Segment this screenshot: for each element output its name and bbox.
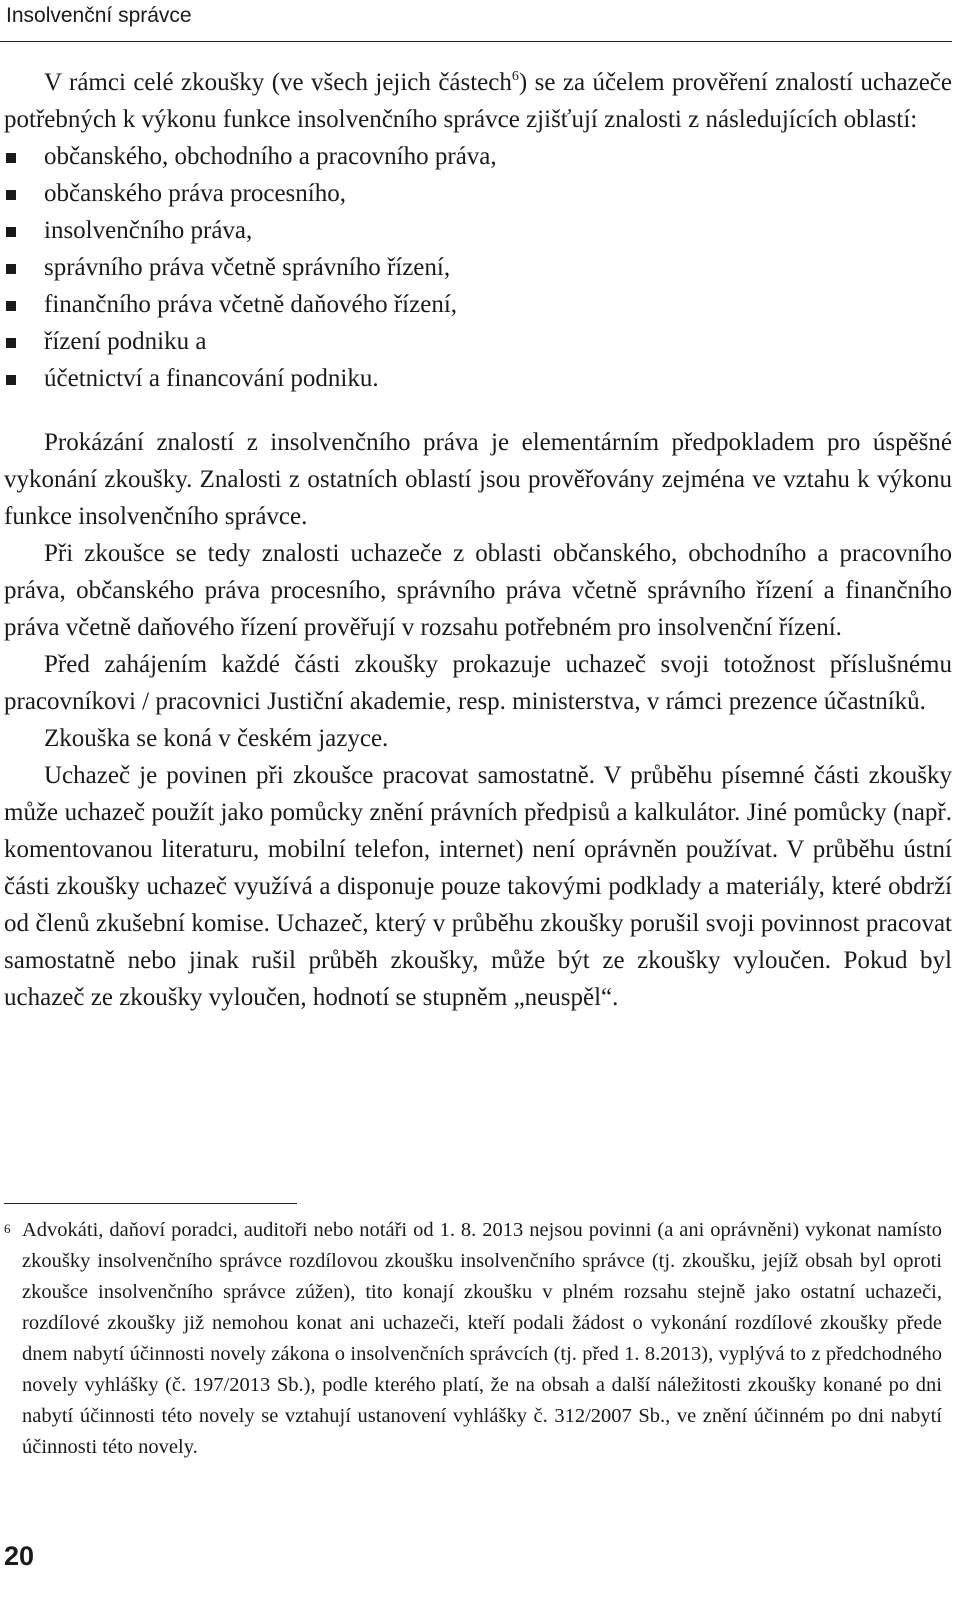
body-paragraph: Zkouška se koná v českém jazyce. [44, 725, 389, 752]
list-item-text: insolvenčního práva, [44, 217, 253, 244]
square-bullet-icon [6, 301, 16, 311]
intro-paragraph [4, 64, 952, 138]
body-paragraph: Před zahájením každé části zkoušky prokazuje uchazeč svoji totožnost příslušnému pracovníkovi / pracovnici Justiční akademie, resp. ministerstva, v rámci prezence účastníků. [4, 651, 952, 715]
footnote-reference[interactable]: 6 [511, 69, 519, 84]
list-item [4, 360, 952, 397]
running-header-title: Insolvenční správce [6, 4, 192, 27]
list-item [4, 138, 952, 175]
list-item [4, 175, 952, 212]
square-bullet-icon [6, 375, 16, 385]
header-rule [0, 41, 952, 42]
list-item-text: řízení podniku a [44, 328, 207, 355]
footnote-separator [4, 1203, 297, 1204]
section-spacer [4, 397, 952, 424]
body-paragraph: Při zkoušce se tedy znalosti uchazeče z oblasti občanského, obchodního a pracovního práva, občanského práva procesního, správního práva včetně správního řízení a finančního práva včetně daňového řízení prověřují v rozsahu potřebném pro insolvenční řízení. [4, 540, 952, 641]
list-item-text: občanského, obchodního a pracovního práva, [44, 143, 497, 170]
page-body [4, 64, 952, 1016]
list-item [4, 286, 952, 323]
list-item [4, 212, 952, 249]
list-item [4, 249, 952, 286]
list-item-text: občanského práva procesního, [44, 180, 346, 207]
list-item-text: účetnictví a financování podniku. [44, 365, 379, 392]
square-bullet-icon [6, 264, 16, 274]
square-bullet-icon [6, 338, 16, 348]
square-bullet-icon [6, 227, 16, 237]
list-item [4, 323, 952, 360]
list-item-text: finančního práva včetně daňového řízení, [44, 291, 458, 318]
list-item-text: správního práva včetně správního řízení, [44, 254, 451, 281]
body-paragraph: Prokázání znalostí z insolvenčního práva je elementárním předpokladem pro úspěšné vykonání zkoušky. Znalosti z ostatních oblastí jsou prověřovány zejména ve vztahu k výkonu funkce insolvenčního správce. [4, 429, 952, 530]
areas-list [4, 138, 952, 397]
page-number: 20 [4, 1541, 35, 1571]
footnote-text: Advokáti, daňoví poradci, auditoři nebo notáři od 1. 8. 2013 nejsou povinni (a ani oprávněni) vykonat namísto zkoušky insolvenčního správce rozdílovou zkoušku insolvenčního správce (tj. zkoušku, jejíž obsah byl oproti zkoušce insolvenčního správce zúžen), tito konají zkoušku v plném rozsahu stejně jako ostatní uchazeči, rozdílové zkoušky již nemohou konat ani uchazeči, kteří podali žádost o vykonání rozdílové zkoušky přede dnem nabytí účinnosti novely zákona o insolvenčních správcích (tj. před 1. 8.2013), vyplývá to z předchodného novely vyhlášky (č. 197/2013 Sb.), podle kterého platí, že na obsah a další náležitosti zkoušky konané po dni nabytí účinnosti této novely se vztahují ustanovení vyhlášky č. 312/2007 Sb., ve znění účinném po dni nabytí účinnosti této novely. [22, 1219, 942, 1458]
square-bullet-icon [6, 190, 16, 200]
square-bullet-icon [6, 153, 16, 163]
intro-text-end: ) se za účelem prověření znalostí uchazeče potřebných k výkonu funkce insolvenčního správce zjišťují znalosti z následujících oblastí: [4, 69, 952, 133]
footnote-number: 6 [4, 1221, 11, 1236]
footnote [4, 1215, 942, 1463]
body-paragraph: Uchazeč je povinen při zkoušce pracovat samostatně. V průběhu písemné části zkoušky může uchazeč použít jako pomůcky znění právních předpisů a kalkulátor. Jiné pomůcky (např. komentovanou literaturu, mobilní telefon, internet) není oprávněn používat. V průběhu ústní části zkoušky uchazeč využívá a disponuje pouze takovými podklady a materiály, které obdrží od členů zkušební komise. Uchazeč, který v průběhu zkoušky porušil svoji povinnost pracovat samostatně nebo jinak rušil průběh zkoušky, může být ze zkoušky vyloučen. Pokud byl uchazeč ze zkoušky vyloučen, hodnotí se stupněm „neuspěl“. [4, 762, 952, 1011]
intro-text-start: V rámci celé zkoušky (ve všech jejich částech [44, 69, 512, 96]
